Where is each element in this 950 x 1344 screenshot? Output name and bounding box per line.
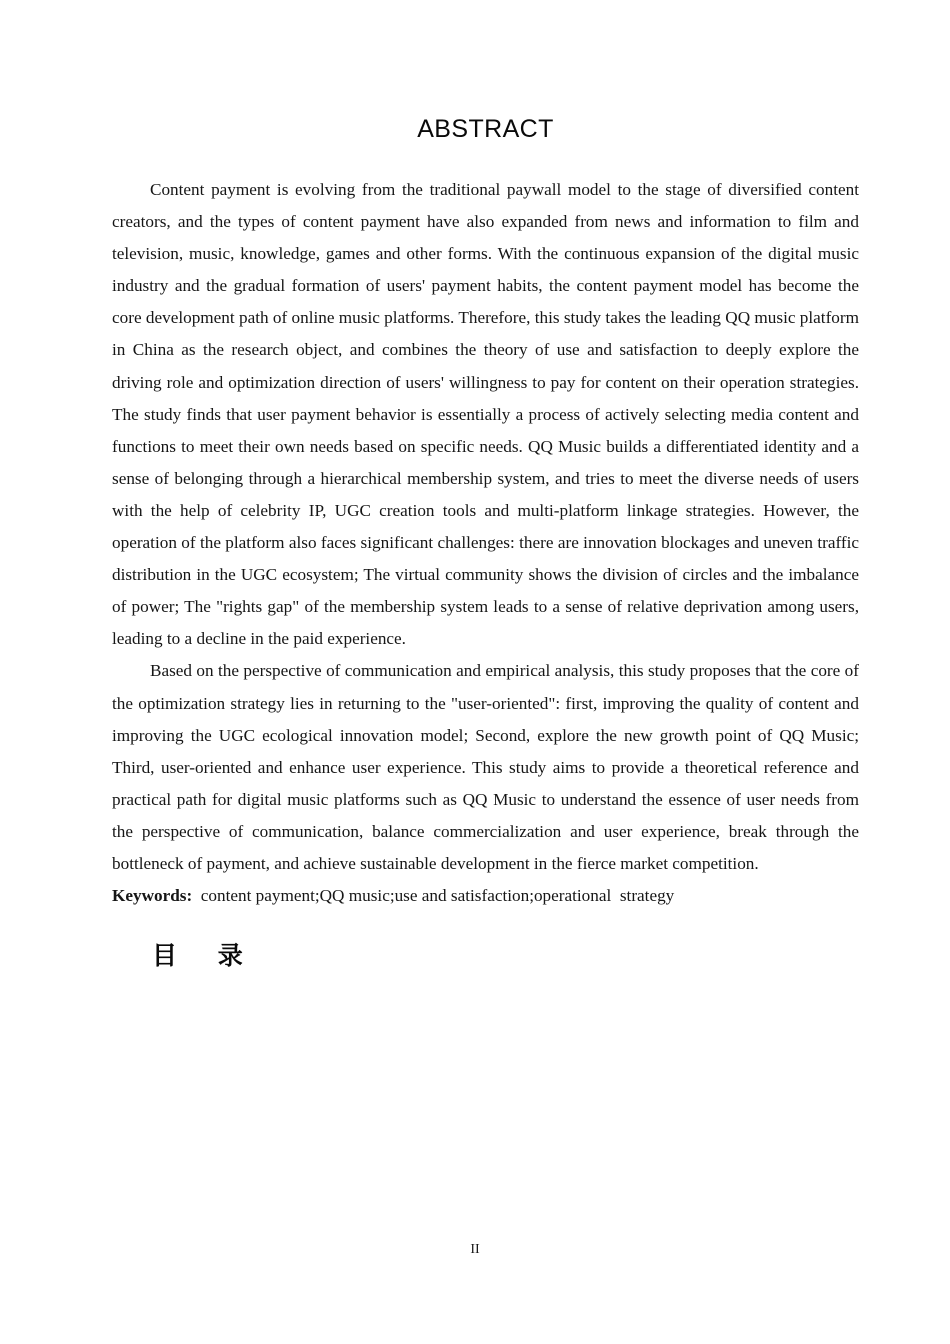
keywords-line (112, 880, 859, 912)
toc-heading: 目 录 (152, 942, 244, 971)
page-title: ABSTRACT (417, 115, 554, 143)
page-number: II (470, 1242, 480, 1257)
keywords-value: content payment;QQ music;use and satisfaction;operational strategy (192, 886, 675, 906)
keywords-label: Keywords: (112, 886, 193, 906)
abstract-paragraph-1: Content payment is evolving from the traditional paywall model to the stage of diversified content creators, and the types of content payment have also expanded from news and information to film and television, music, knowledge, games and other forms. With the continuous expansion of the digital music industry and the gradual formation of users' payment habits, the content payment model has become the core development path of online music platforms. Therefore, this study takes the leading QQ music platform in China as the research object, and combines the theory of use and satisfaction to deeply explore the driving role and optimization direction of users' willingness to pay for content on their operation strategies. The study finds that user payment behavior is essentially a process of actively selecting media content and functions to meet their own needs based on specific needs. QQ Music builds a differentiated identity and a sense of belonging through a hierarchical membership system, and tries to meet the diverse needs of users with the help of celebrity IP, UGC creation tools and multi-platform linkage strategies. However, the operation of the platform also faces significant challenges: there are innovation blockages and uneven traffic distribution in the UGC ecosystem; The virtual community shows the division of circles and the imbalance of power; The "rights gap" of the membership system leads to a sense of relative deprivation among users, leading to a decline in the paid experience. (112, 180, 859, 649)
abstract-body (112, 145, 859, 912)
abstract-paragraph-2: Based on the perspective of communication and empirical analysis, this study proposes that the core of the optimization strategy lies in returning to the "user-oriented": first, improving the quality of content and improving the UGC ecological innovation model; Second, explore the new growth point of QQ Music; Third, user-oriented and enhance user experience. This study aims to provide a theoretical reference and practical path for digital music platforms such as QQ Music to understand the essence of user needs from the perspective of communication, balance commercialization and user experience, break through the bottleneck of payment, and achieve sustainable development in the fierce market competition. (112, 661, 859, 873)
page-content (112, 0, 859, 976)
